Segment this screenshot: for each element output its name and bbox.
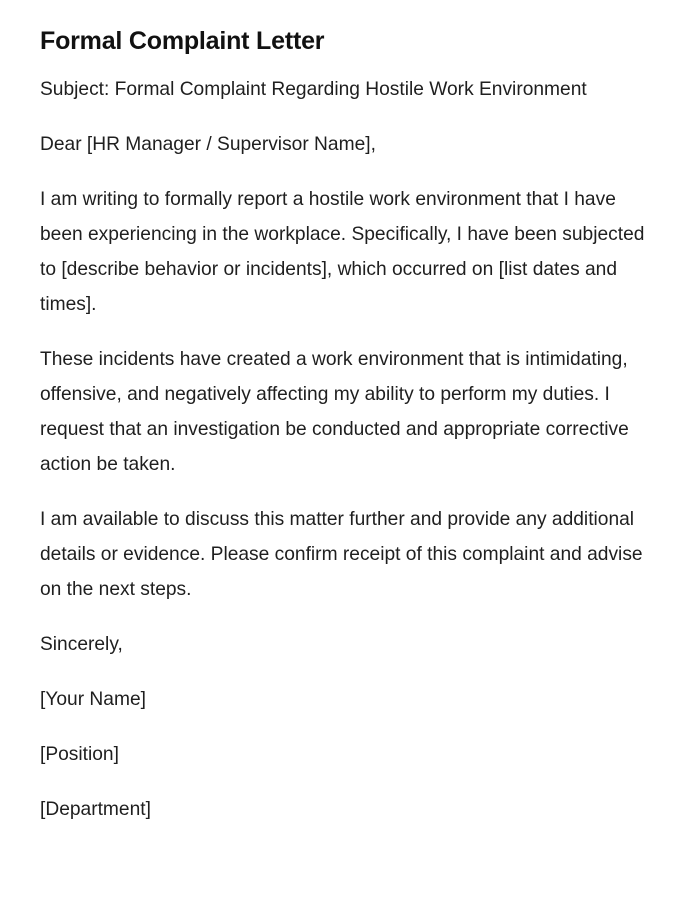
subject-line: Subject: Formal Complaint Regarding Hostile Work Environment — [40, 79, 587, 100]
body-paragraph-1: I am writing to formally report a hostile work environment that I have been experiencing in the workplace. Specifically, I have been subjected to [describe behavior or incidents], which occurred on [list dates and times]. — [40, 189, 645, 315]
closing: Sincerely, — [40, 634, 123, 655]
signature-position: [Position] — [40, 744, 119, 765]
salutation: Dear [HR Manager / Supervisor Name], — [40, 134, 376, 155]
signature-department: [Department] — [40, 799, 151, 820]
signature-name: [Your Name] — [40, 689, 146, 710]
body-paragraph-2: These incidents have created a work environment that is intimidating, offensive, and negatively affecting my ability to perform my duties. I request that an investigation be conducted and appropriate corrective action be taken. — [40, 349, 629, 475]
document-title: Formal Complaint Letter — [40, 27, 325, 55]
body-paragraph-3: I am available to discuss this matter further and provide any additional details or evidence. Please confirm receipt of this complaint and advise on the next steps. — [40, 509, 643, 600]
